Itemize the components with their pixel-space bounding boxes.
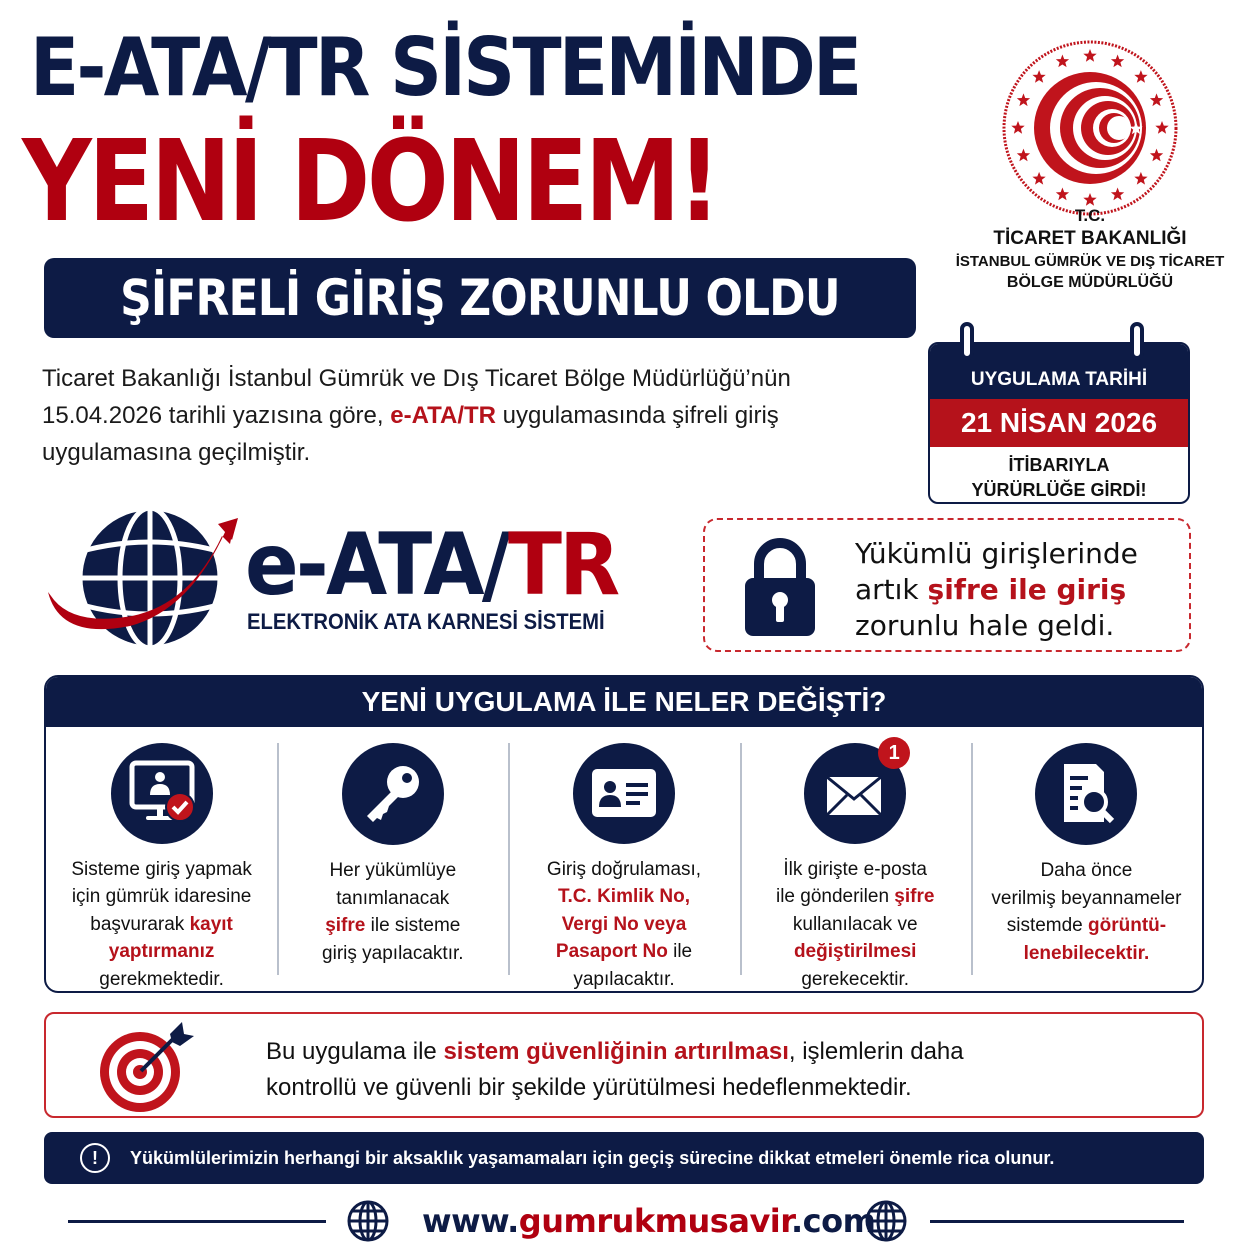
changes-panel xyxy=(44,675,1204,993)
text-highlight: şifre xyxy=(325,915,366,936)
text-line: verilmiş beyannameler xyxy=(991,887,1182,909)
text-line: ile sisteme xyxy=(365,915,461,936)
change-item-verification xyxy=(508,727,739,993)
intro-paragraph xyxy=(42,360,902,471)
tc-ministry-emblem-icon xyxy=(1000,38,1180,218)
calendar-ring-icon xyxy=(960,322,974,360)
headline-line1: E-ATA/TR SİSTEMİNDE xyxy=(30,21,860,114)
calendar-note xyxy=(930,447,1188,503)
globe-icon xyxy=(864,1199,908,1243)
text-line: Sisteme giriş yapmak xyxy=(71,858,252,880)
notification-badge: 1 xyxy=(878,737,910,769)
lock-notice-line1: Yükümlü girişlerinde xyxy=(855,537,1138,570)
ministry-line-region: İSTANBUL GÜMRÜK VE DIŞ TİCARET xyxy=(955,253,1225,270)
change-item-password xyxy=(277,727,508,993)
text-line: gerekecektir. xyxy=(801,968,910,990)
goal-text-1: Bu uygulama ile xyxy=(266,1038,444,1065)
target-icon xyxy=(96,1018,196,1114)
goal-text-line2: kontrollü ve güvenli bir şekilde yürütülmesi hedeflenmektedir. xyxy=(266,1074,912,1101)
text-line: Giriş doğrulaması, xyxy=(546,858,702,880)
url-prefix: www. xyxy=(422,1202,519,1240)
change-item-text xyxy=(985,857,1187,967)
changes-title: YENİ UYGULAMA İLE NELER DEĞİŞTİ? xyxy=(361,686,887,717)
change-item-registration xyxy=(46,727,277,993)
text-highlight: görüntü- xyxy=(1088,915,1167,936)
calendar-date: 21 NİSAN 2026 xyxy=(960,407,1158,438)
goal-box xyxy=(44,1012,1204,1118)
goal-text xyxy=(266,1034,964,1106)
subtitle-text: ŞİFRELİ GİRİŞ ZORUNLU OLDU xyxy=(120,269,840,327)
text-line: gerekmektedir. xyxy=(99,968,224,990)
calendar-ring-icon xyxy=(1130,322,1144,360)
email-notification-icon xyxy=(804,743,906,844)
headline-line2: YENİ DÖNEM! xyxy=(22,117,718,247)
notice-bar xyxy=(44,1132,1204,1184)
changes-header xyxy=(46,677,1202,727)
notice-text: Yükümlülerimizin herhangi bir aksaklık yaşamamaları için geçiş sürecine dikkat etmeleri önemle rica olunur. xyxy=(130,1147,1055,1168)
goal-text-2: , işlemlerin daha xyxy=(788,1038,964,1065)
logo-text-main: e-ATA/ xyxy=(245,515,508,615)
change-item-text xyxy=(541,856,707,994)
logo-subtitle: ELEKTRONİK ATA KARNESİ SİSTEMİ xyxy=(247,609,605,634)
ministry-line-directorate: BÖLGE MÜDÜRLÜĞÜ xyxy=(1006,274,1174,291)
change-item-text xyxy=(770,856,940,994)
text-highlight: T.C. Kimlik No, xyxy=(558,886,690,907)
document-search-icon xyxy=(1035,743,1137,845)
calendar-date-bar xyxy=(930,399,1188,447)
globe-icon xyxy=(346,1199,390,1243)
monitor-user-check-icon xyxy=(111,743,213,844)
lock-notice-line2-prefix: artık xyxy=(855,573,928,606)
logo-wordmark xyxy=(245,515,618,615)
footer-divider-left xyxy=(68,1220,326,1223)
text-highlight: Pasaport No xyxy=(555,941,668,962)
text-line: Daha önce xyxy=(1040,860,1133,881)
text-highlight: şifre xyxy=(894,886,935,907)
intro-text-1: Ticaret Bakanlığı İstanbul Gümrük ve Dış Ticaret Bölge Müdürlüğü’nün 15.04.2026 tarihli yazısına göre, xyxy=(42,365,791,429)
ministry-line-name: TİCARET BAKANLIĞI xyxy=(993,228,1187,249)
url-domain: gumrukmusavir xyxy=(518,1202,791,1240)
footer-divider-right xyxy=(930,1220,1184,1223)
text-line: Her yükümlüye xyxy=(329,860,457,881)
lock-notice-text xyxy=(855,536,1138,644)
goal-highlight: sistem güvenliğinin artırılması xyxy=(443,1038,789,1065)
id-card-icon xyxy=(573,743,675,844)
text-line: giriş yapılacaktır. xyxy=(322,942,464,964)
lock-notice-box xyxy=(703,518,1191,652)
text-line: başvurarak xyxy=(90,913,190,935)
change-item-text xyxy=(65,856,258,994)
exclamation-icon: ! xyxy=(80,1143,110,1173)
text-highlight: değiştirilmesi xyxy=(793,941,917,962)
ministry-name xyxy=(945,205,1235,294)
text-line: tanımlanacak xyxy=(336,887,450,909)
lock-notice-line3: zorunlu hale geldi. xyxy=(855,609,1115,642)
calendar-note-line1: İTİBARIYLA xyxy=(1008,455,1110,475)
ministry-line-tc: T.C. xyxy=(1074,206,1106,225)
text-line: sistemde xyxy=(1006,915,1089,936)
calendar-label: UYGULAMA TARİHİ xyxy=(970,369,1148,390)
text-line: ile xyxy=(667,941,693,962)
text-highlight: lenebilecektir. xyxy=(1023,942,1150,964)
change-item-text xyxy=(316,857,470,967)
calendar-icon xyxy=(928,342,1190,504)
globe-arrow-icon xyxy=(40,500,240,660)
text-line: İlk girişte e-posta xyxy=(783,858,928,880)
calendar-note-line2: YÜRÜRLÜĞE GİRDİ! xyxy=(971,480,1147,500)
text-line: yapılacaktır. xyxy=(573,968,675,990)
text-highlight: kayıt xyxy=(189,913,233,935)
logo-text-accent: TR xyxy=(507,515,618,615)
subtitle-banner xyxy=(44,258,916,338)
intro-text-2: uygulamasında şifreli giriş uygulamasına geçilmiştir. xyxy=(42,402,779,466)
change-item-email xyxy=(740,727,971,993)
lock-notice-highlight: şifre ile giriş xyxy=(927,573,1127,606)
change-item-declarations xyxy=(971,727,1202,993)
text-highlight: yaptırmanız xyxy=(108,941,215,962)
text-line: için gümrük idaresine xyxy=(71,886,252,907)
text-highlight: Vergi No veya xyxy=(561,913,687,935)
website-link[interactable] xyxy=(422,1202,875,1240)
intro-highlight: e-ATA/TR xyxy=(390,402,496,429)
key-icon xyxy=(342,743,444,845)
text-line: kullanılacak ve xyxy=(792,913,918,935)
lock-icon xyxy=(743,538,817,638)
text-line: ile gönderilen xyxy=(775,886,895,907)
url-suffix: .com xyxy=(790,1202,876,1240)
